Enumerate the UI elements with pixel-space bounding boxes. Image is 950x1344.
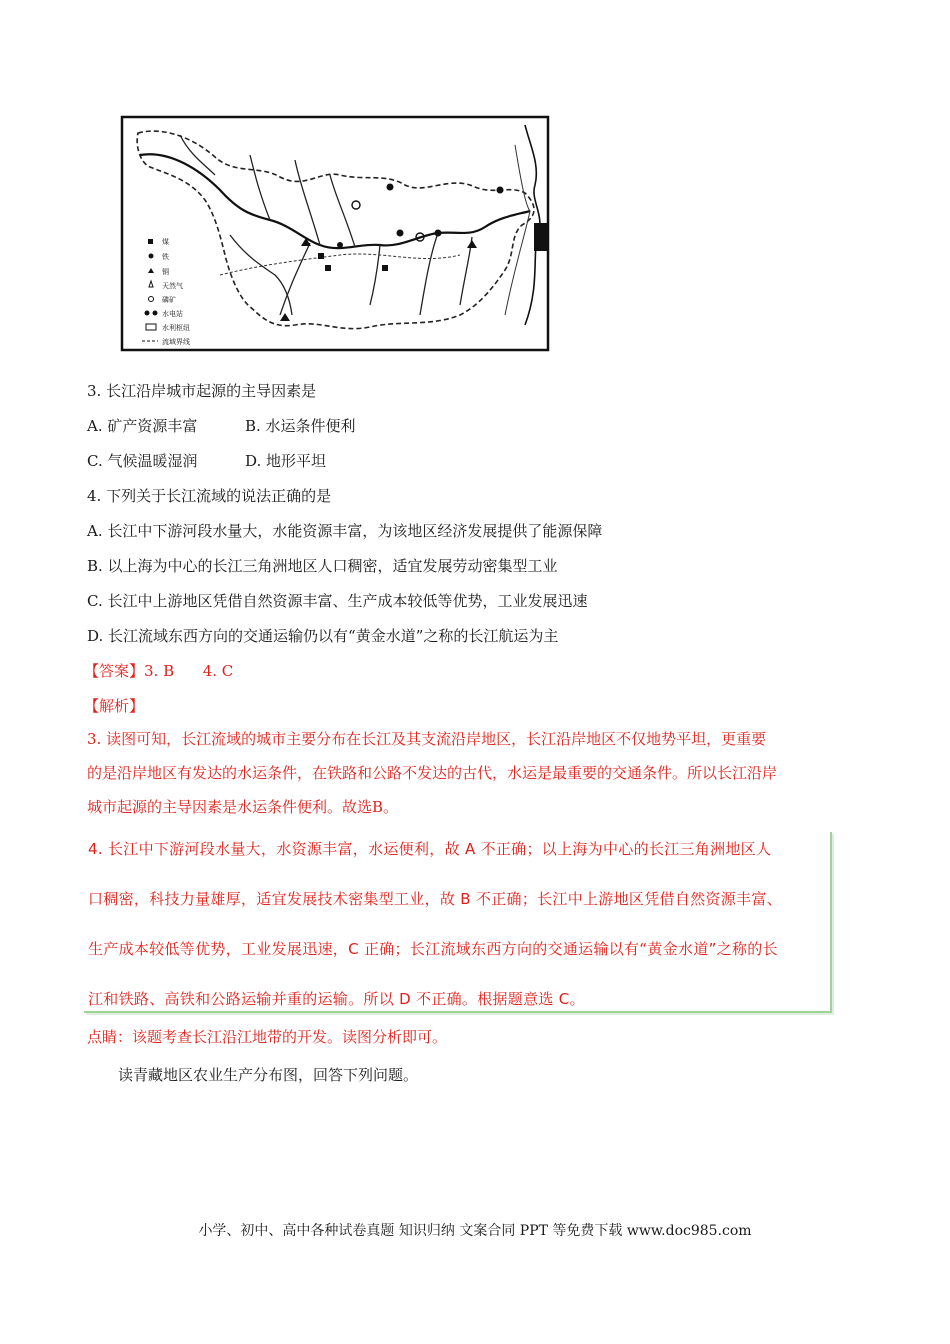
legend-phosphate: 磷矿 xyxy=(162,296,176,304)
analysis-q4-line-2: 口稠密，科技力量雄厚，适宜发展技术密集型工业，故 B 不正确；长江中上游地区凭借自然资源丰富、 xyxy=(88,890,782,908)
answer-row xyxy=(84,661,233,681)
yangtze-basin-map xyxy=(120,115,550,352)
legend-copper: 铜 xyxy=(162,268,169,276)
q3-option-d[interactable]: D. 地形平坦 xyxy=(245,452,327,470)
q3-option-b[interactable]: B. 水运条件便利 xyxy=(245,417,356,435)
tip-text: 点睛：该题考查长江沿江地带的开发。读图分析即可。 xyxy=(87,1028,448,1046)
analysis-q4-line-3: 生产成本较低等优势，工业发展迅速，C 正确；长江流域东西方向的交通运输以有“黄金水道”之称的长 xyxy=(88,940,778,958)
next-section-intro: 读青藏地区农业生产分布图，回答下列问题。 xyxy=(118,1066,419,1084)
page-footer: 小学、初中、高中各种试卷真题 知识归纳 文案合同 PPT 等免费下载 www.doc985.com xyxy=(198,1223,752,1239)
analysis-q4-line-1: 4. 长江中下游河段水量大，水资源丰富，水运便利，故 A 不正确；以上海为中心的长江三角洲地区人 xyxy=(88,840,772,858)
answer-text: 3. B 4. C xyxy=(144,662,234,680)
legend-hydropower: 水电站 xyxy=(162,310,183,318)
q3-option-a[interactable]: A. 矿产资源丰富 xyxy=(87,417,198,435)
legend-basin-boundary: 流域界线 xyxy=(162,338,190,346)
analysis-q3-line-1: 3. 读图可知，长江流域的城市主要分布在长江及其支流沿岸地区，长江沿岸地区不仅地势平坦，更重要 xyxy=(87,730,767,748)
analysis-q4-box xyxy=(84,832,832,1013)
q4-option-c[interactable]: C. 长江中上游地区凭借自然资源丰富、生产成本较低等优势，工业发展迅速 xyxy=(87,592,588,610)
legend-coal: 煤 xyxy=(162,238,169,246)
q4-option-d[interactable]: D. 长江流域东西方向的交通运输仍以有“黄金水道”之称的长江航运为主 xyxy=(87,627,559,645)
q3-option-c[interactable]: C. 气候温暖湿润 xyxy=(87,452,198,470)
answer-label: 【答案】 xyxy=(84,662,145,680)
legend-natural-gas: 天然气 xyxy=(162,282,183,290)
legend-water-conservancy: 水利枢纽 xyxy=(162,324,190,332)
analysis-q3-line-2: 的是沿岸地区有发达的水运条件，在铁路和公路不发达的古代，水运是最重要的交通条件。所以长江沿岸 xyxy=(87,764,778,782)
analysis-q3 xyxy=(87,722,857,824)
q4-option-b[interactable]: B. 以上海为中心的长江三角洲地区人口稠密，适宜发展劳动密集型工业 xyxy=(87,557,558,575)
legend-iron: 铁 xyxy=(162,253,169,261)
analysis-label: 【解析】 xyxy=(84,697,145,715)
analysis-q4-line-4: 江和铁路、高铁和公路运输并重的运输。所以 D 不正确。根据题意选 C。 xyxy=(88,990,585,1008)
analysis-q3-line-3: 城市起源的主导因素是水运条件便利。故选B。 xyxy=(87,798,399,816)
q3-question: 3. 长江沿岸城市起源的主导因素是 xyxy=(87,382,317,400)
q4-option-a[interactable]: A. 长江中下游河段水量大，水能资源丰富，为该地区经济发展提供了能源保障 xyxy=(87,522,603,540)
q4-question: 4. 下列关于长江流域的说法正确的是 xyxy=(87,487,332,505)
